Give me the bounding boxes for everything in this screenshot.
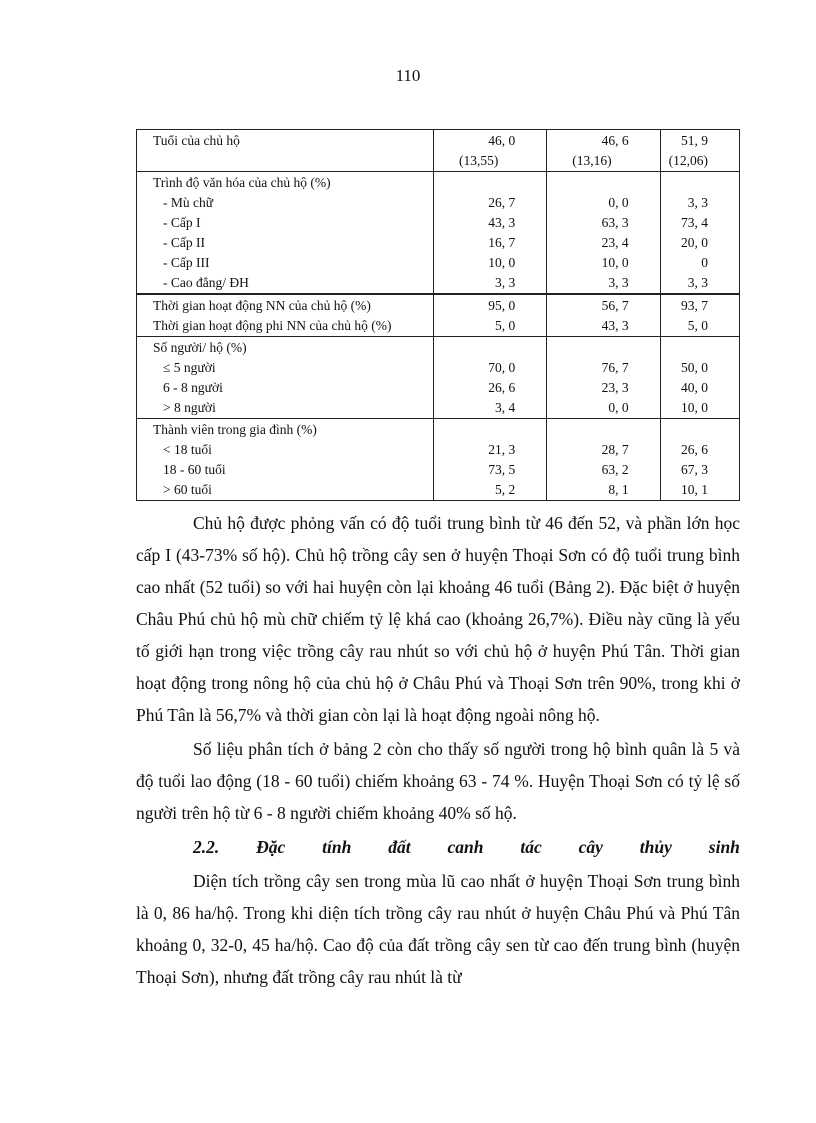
table-row: - Cấp II 16, 7 23, 4 20, 0 [137, 233, 740, 253]
table-row: < 18 tuổi 21, 3 28, 7 26, 6 [137, 440, 740, 460]
table-row: 18 - 60 tuổi 73, 5 63, 2 67, 3 [137, 460, 740, 480]
table-row [137, 337, 740, 359]
table-row [137, 130, 740, 172]
table-group-members [137, 419, 740, 501]
table-row: > 60 tuổi 5, 2 8, 1 10, 1 [137, 480, 740, 501]
section-heading: 2.2. Đặc tính đất canh tác cây thủy sinh [193, 837, 740, 857]
table-group-age [137, 130, 740, 172]
table-row: - Mù chữ 26, 7 0, 0 3, 3 [137, 193, 740, 213]
household-characteristics-table [136, 129, 740, 501]
cell: 46, 6 (13,16) [547, 130, 660, 172]
table-row: - Cao đẳng/ ĐH 3, 3 3, 3 3, 3 [137, 273, 740, 294]
group-header: Thành viên trong gia đình (%) [137, 419, 434, 441]
cell: 51, 9 (12,06) [660, 130, 739, 172]
page-number: 110 [395, 66, 421, 85]
table-row: Thời gian hoạt động NN của chủ hộ (%) 95, 0 56, 7 93, 7 [137, 294, 740, 316]
table-row: - Cấp III 10, 0 10, 0 0 [137, 253, 740, 273]
cell: 46, 0 (13,55) [433, 130, 546, 172]
table-group-education [137, 172, 740, 295]
table-row: Thời gian hoạt động phi NN của chủ hộ (%) 5, 0 43, 3 5, 0 [137, 316, 740, 337]
body-text [136, 507, 740, 995]
table-row: > 8 người 3, 4 0, 0 10, 0 [137, 398, 740, 419]
paragraph: Chủ hộ được phỏng vấn có độ tuổi trung bình từ 46 đến 52, và phần lớn học cấp I (43-73% số hộ). Chủ hộ trồng cây sen ở huyện Thoại Sơn có độ tuổi trung bình cao nhất (52 tuổi) so với hai huyện còn lại khoảng 46 tuổi (Bảng 2). Đặc biệt ở huyện Châu Phú chủ hộ mù chữ chiếm tỷ lệ khá cao (khoảng 26,7%). Điều này cũng là yếu tố giới hạn trong việc trồng cây rau nhút so với chủ hộ ở huyện Phú Tân. Thời gian hoạt động trong nông hộ của chủ hộ ở Châu Phú và Thoại Sơn trên 90%, trong khi ở Phú Tân là 56,7% và thời gian còn lại là hoạt động ngoài nông hộ. [136, 513, 740, 725]
group-header: Trình độ văn hóa của chủ hộ (%) [137, 172, 434, 194]
row-label: Tuổi của chủ hộ [137, 130, 434, 172]
paragraph: Diện tích trồng cây sen trong mùa lũ cao nhất ở huyện Thoại Sơn trung bình là 0, 86 ha/hộ. Trong khi diện tích trồng cây rau nhút ở huyện Châu Phú và Phú Tân khoảng 0, 32-0, 45 ha/hộ. Cao độ của đất trồng cây sen từ cao đến trung bình (huyện Thoại Sơn), nhưng đất trồng cây rau nhút là từ [136, 871, 740, 987]
table-row: ≤ 5 người 70, 0 76, 7 50, 0 [137, 358, 740, 378]
table-row [137, 419, 740, 441]
paragraph: Số liệu phân tích ở bảng 2 còn cho thấy số người trong hộ bình quân là 5 và độ tuổi lao động (18 - 60 tuổi) chiếm khoảng 63 - 74 %. Huyện Thoại Sơn có tỷ lệ số người trên hộ từ 6 - 8 người chiếm khoảng 40% số hộ. [136, 739, 740, 823]
group-header: Số người/ hộ (%) [137, 337, 434, 359]
table-row: - Cấp I 43, 3 63, 3 73, 4 [137, 213, 740, 233]
table-group-household-size [137, 337, 740, 419]
table-group-work-time [137, 294, 740, 337]
table-row [137, 172, 740, 194]
table-row: 6 - 8 người 26, 6 23, 3 40, 0 [137, 378, 740, 398]
